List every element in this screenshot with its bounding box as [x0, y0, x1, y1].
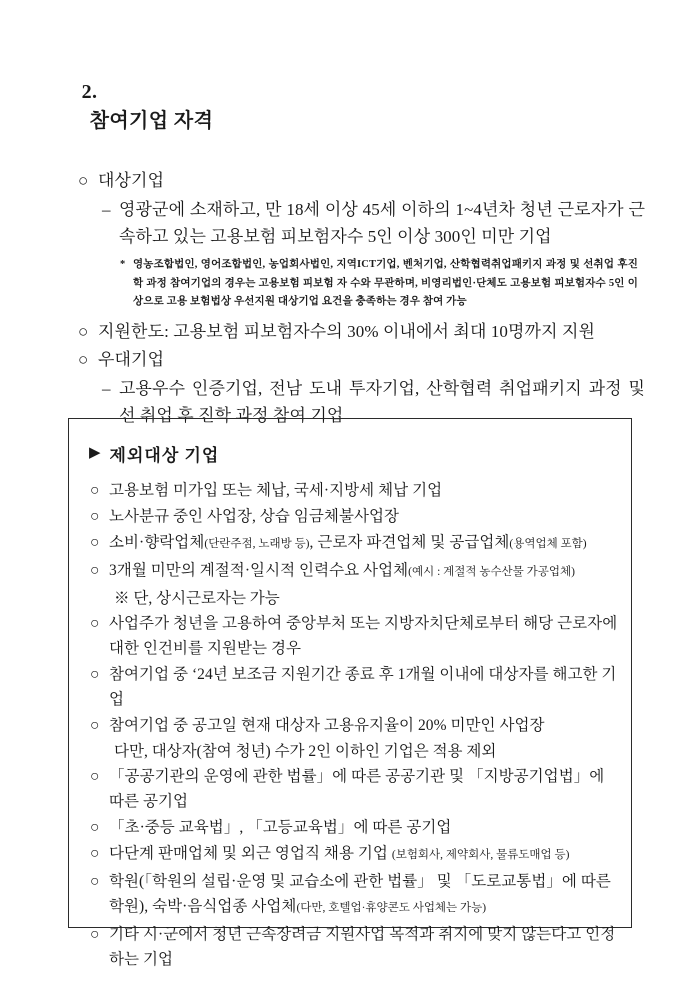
list-item-label: [109, 662, 619, 712]
list-item-label: [109, 869, 619, 921]
list-item-label: [109, 558, 575, 585]
list-item: [85, 558, 619, 585]
list-item-target-company: [60, 168, 645, 194]
list-item-label: [109, 815, 451, 840]
triangle-right-icon: ▶: [89, 445, 102, 461]
page-title: [60, 58, 645, 156]
circle-bullet-icon: ○: [90, 717, 100, 734]
asterisk-icon: *: [120, 259, 126, 270]
list-item-subline: ※ 단, 상시근로자는 가능: [114, 590, 280, 607]
list-item-annotation: (단란주점, 노래방 등): [204, 538, 310, 550]
circle-bullet-icon: ○: [90, 534, 100, 551]
list-item-label: [109, 841, 569, 868]
list-item-label: [109, 764, 619, 814]
list-item-label: [109, 504, 399, 529]
circle-bullet-icon: ○: [78, 349, 89, 369]
list-item: [85, 662, 619, 712]
circle-bullet-icon: ○: [78, 171, 89, 190]
list-item: [85, 611, 619, 661]
circle-bullet-icon: ○: [90, 562, 100, 579]
list-item-annotation: (다만, 호텔업·휴양콘도 사업체는 가능): [296, 902, 487, 914]
list-item-text: 기타 시·군에서 청년 근속장려금 지원사업 목적과 취지에 맞지 않는다고 인정하는 기업: [109, 926, 616, 968]
list-item-label: [109, 530, 587, 557]
section-number: 2.: [81, 81, 98, 103]
list-item: [85, 841, 619, 868]
dash-bullet-icon: –: [102, 200, 111, 219]
circle-bullet-icon: ○: [90, 819, 100, 836]
list-item: [85, 869, 619, 921]
list-item-text: 노사분규 중인 사업장, 상습 임금체불사업장: [109, 508, 400, 525]
list-item-label: [109, 713, 545, 738]
list-item: [85, 478, 619, 503]
support-limit-text: 지원한도: 고용보험 피보험자수의 30% 이내에서 최대 10명까지 지원: [98, 321, 595, 341]
excluded-companies-box: [68, 418, 632, 968]
circle-bullet-icon: ○: [90, 615, 100, 632]
list-item-preferred-company: [60, 347, 645, 373]
list-item-annotation: (예시 : 계절적 농수산물 가공업체): [408, 566, 575, 578]
circle-bullet-icon: ○: [90, 926, 100, 943]
list-item-subline: 다만, 대상자(참여 청년) 수가 2인 이하인 기업은 적용 제외: [114, 743, 497, 760]
circle-bullet-icon: ○: [90, 845, 100, 862]
list-item: [85, 922, 619, 972]
list-item: [85, 764, 619, 814]
list-item-label: [109, 611, 619, 661]
target-company-footnote: [60, 256, 645, 312]
excluded-box-heading: [89, 441, 619, 466]
list-item-text: 고용보험 미가입 또는 체납, 국세·지방세 체납 기업: [109, 482, 443, 499]
circle-bullet-icon: ○: [90, 508, 100, 525]
circle-bullet-icon: ○: [90, 768, 100, 785]
list-item-text: 「초·중등 교육법」, 「고등교육법」에 따른 공기업: [109, 819, 452, 836]
list-item-text: , 근로자 파견업체 및 공급업체: [309, 534, 510, 551]
list-item-text: 「공공기관의 운영에 관한 법률」에 따른 공공기관 및 「지방공기업법」에 따른 공기업: [109, 768, 605, 810]
list-item-text: 학원(「학원의 설립·운영 및 교습소에 관한 법률」 및 「도로교통법」에 따른 학원), 숙박·음식업종 사업체: [109, 873, 611, 915]
list-item-target-company-detail: [60, 196, 645, 250]
list-item: [85, 815, 619, 840]
circle-bullet-icon: ○: [90, 482, 100, 499]
circle-bullet-icon: ○: [78, 321, 89, 341]
list-item-text: 3개월 미만의 계절적·일시적 인력수요 사업체: [109, 562, 409, 579]
list-item-text: 참여기업 중 공고일 현재 대상자 고용유지율이 20% 미만인 사업장: [109, 717, 545, 734]
list-item-text: 소비·향락업체: [109, 534, 205, 551]
list-item: [85, 530, 619, 557]
excluded-items-list: [85, 478, 619, 972]
preferred-company-detail-text: 고용우수 인증기업, 전남 도내 투자기업, 산학협력 취업패키지 과정 및 선 취업 후 진학 과정 참여 기업: [119, 378, 645, 425]
list-item-text: 사업주가 청년을 고용하여 중앙부처 또는 지방자치단체로부터 해당 근로자에 대한 인건비를 지원받는 경우: [109, 615, 618, 657]
circle-bullet-icon: ○: [90, 666, 100, 683]
list-item: [85, 504, 619, 529]
target-company-footnote-text: 영농조합법인, 영어조합법인, 농업회사법인, 지역ICT기업, 벤처기업, 산학협력취업패키지 과정 및 선취업 후진학 과정 참여기업의 경우는 고용보험 피보험 자 수와 무관하며, 비영리법인·단체도 고용보험 피보험자수 5인 이상으로 고용 보험법상 우선지원 대상기업 요건을 충족하는 경우 참여 가능: [133, 259, 638, 307]
list-item-support-limit: [60, 319, 645, 345]
excluded-box-title-text: 제외대상 기업: [109, 446, 220, 465]
preferred-company-label: 우대기업: [98, 349, 165, 369]
list-item-label: [109, 478, 442, 503]
section-title-text: 참여기업 자격: [89, 110, 214, 132]
list-item-label: [109, 922, 619, 972]
list-item-annotation: (보험회사, 제약회사, 물류도매업 등): [391, 849, 570, 861]
list-item-text: 참여기업 중 ‘24년 보조금 지원기간 종료 후 1개월 이내에 대상자를 해고한 기업: [109, 666, 617, 708]
target-company-detail-text: 영광군에 소재하고, 만 18세 이상 45세 이하의 1~4년차 청년 근로자가 근속하고 있는 고용보험 피보험자수 5인 이상 300인 미만 기업: [119, 200, 645, 246]
target-company-label: 대상기업: [98, 171, 165, 190]
circle-bullet-icon: ○: [90, 873, 100, 890]
list-item-annotation: (용역업체 포함): [509, 538, 587, 550]
list-item-text: 다단계 판매업체 및 외근 영업직 채용 기업: [109, 845, 392, 862]
dash-bullet-icon: –: [102, 378, 111, 398]
list-item: [85, 713, 619, 738]
